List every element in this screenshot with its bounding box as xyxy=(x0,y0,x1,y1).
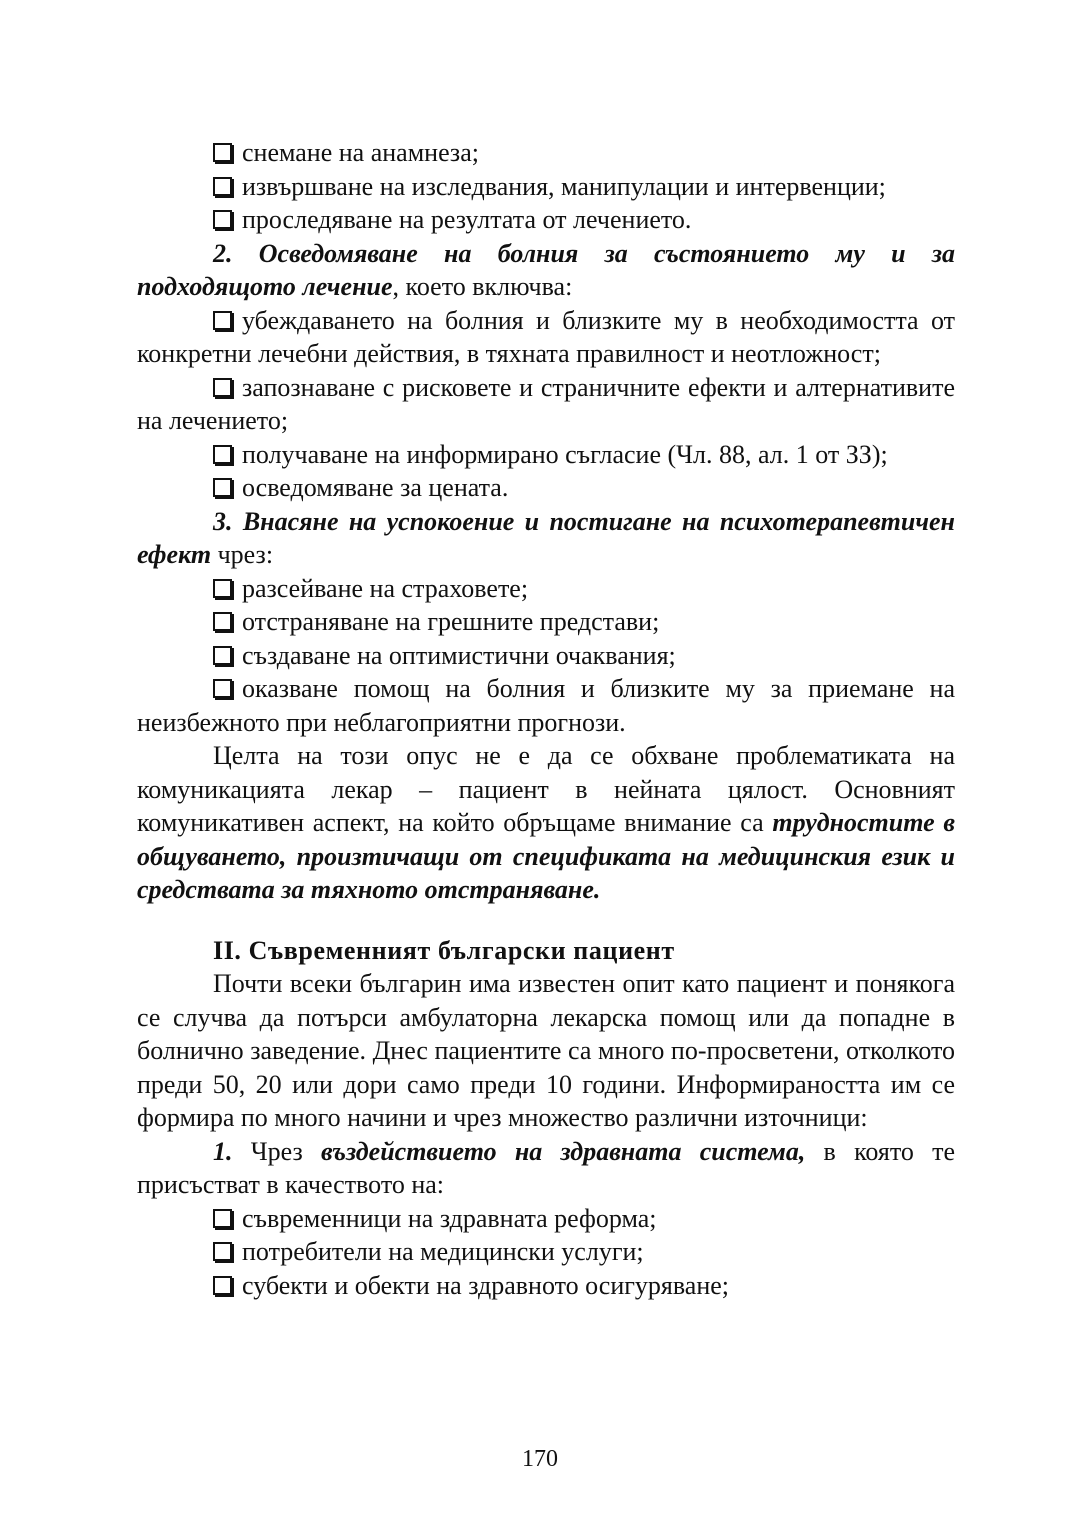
checkbox-bullet-icon xyxy=(213,612,232,631)
checkbox-bullet-icon xyxy=(213,1242,232,1261)
numbered-point-3: 3. Внасяне на успокоение и постигане на психотерапевтичен ефект чрез: xyxy=(137,506,955,569)
section-title: II. Съвременният български пациент xyxy=(213,935,675,965)
list-item: снемане на анамнеза; xyxy=(137,136,955,170)
numbered-point-1: 1. Чрез въздействието на здравната система, в която те присъстват в качеството на: xyxy=(137,1136,955,1199)
list-item: потребители на медицински услуги; xyxy=(137,1235,955,1269)
list-item: субекти и обекти на здравното осигуряване; xyxy=(137,1269,955,1303)
list-item: осведомяване за цената. xyxy=(137,471,955,505)
paragraph: Целта на този опус не е да се обхване проблематиката на комуникацията лекар – пациент в нейната цялост. Основният комуникативен аспект, на който обръщаме внимание са трудностите в общуването, произтичащи от спецификата на медицинския език и средствата за тяхното отстраняване. xyxy=(137,741,955,904)
list-item: запознаване с рисковете и страничните ефекти и алтернативите на лечението; xyxy=(137,372,955,435)
list-item: извършване на изследвания, манипулации и интервенции; xyxy=(137,170,955,204)
list-item: оказване помощ на болния и близките му за приемане на неизбежното при неблагоприятни прогнози. xyxy=(137,674,955,737)
page-number: 170 xyxy=(522,1446,558,1472)
checkbox-bullet-icon xyxy=(213,177,232,196)
paragraph: Почти всеки българин има известен опит като пациент и понякога се случва да потърси амбулаторна лекарска помощ или да попадне в болнично заведение. Днес пациентите са много по-просветени, отколкото преди 50, 20 или дори само преди 10 години. Информираността им се формира по много начини и чрез множество различни източници: xyxy=(137,969,955,1132)
list-item: проследяване на резултата от лечението. xyxy=(137,203,955,237)
checkbox-bullet-icon xyxy=(213,378,232,397)
list-item: отстраняване на грешните представи; xyxy=(137,605,955,639)
checkbox-bullet-icon xyxy=(213,1276,232,1295)
page-body xyxy=(137,136,955,1302)
checkbox-bullet-icon xyxy=(213,579,232,598)
list-item: създаване на оптимистични очаквания; xyxy=(137,639,955,673)
list-item: съвременници на здравната реформа; xyxy=(137,1202,955,1236)
checkbox-bullet-icon xyxy=(213,210,232,229)
checkbox-bullet-icon xyxy=(213,143,232,162)
checkbox-bullet-icon xyxy=(213,311,232,330)
list-item: убеждаването на болния и близките му в необходимостта от конкретни лечебни действия, в тяхната правилност и неотложност; xyxy=(137,305,955,368)
checkbox-bullet-icon xyxy=(213,478,232,497)
numbered-point-2: 2. Осведомяване на болния за състоянието му и за подходящото лечение, което включва: xyxy=(137,238,955,301)
checkbox-bullet-icon xyxy=(213,679,232,698)
checkbox-bullet-icon xyxy=(213,1209,232,1228)
checkbox-bullet-icon xyxy=(213,646,232,665)
checkbox-bullet-icon xyxy=(213,445,232,464)
list-item: разсейване на страховете; xyxy=(137,572,955,606)
list-item: получаване на информирано съгласие (Чл. 88, ал. 1 от ЗЗ); xyxy=(137,438,955,472)
